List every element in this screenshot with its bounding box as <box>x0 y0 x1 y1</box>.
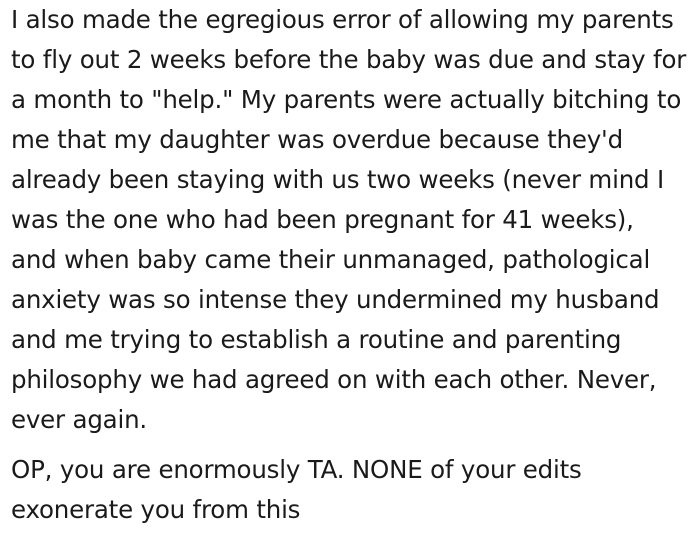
comment-line: I also made the egregious error of allowing my parents <box>11 5 674 34</box>
comment-line: already been staying with us two weeks (never mind I <box>11 165 665 194</box>
comment-line: was the one who had been pregnant for 41 weeks), <box>11 205 634 234</box>
reply-line: exonerate you from this <box>11 495 301 524</box>
comment-line: a month to "help." My parents were actually bitching to <box>11 85 682 114</box>
comment-text <box>11 0 692 440</box>
reply-line: OP, you are enormously TA. NONE of your edits <box>11 455 582 484</box>
comment-line: anxiety was so intense they undermined my husband <box>11 285 660 314</box>
comment-line: to fly out 2 weeks before the baby was due and stay for <box>11 45 687 74</box>
comment-line: philosophy we had agreed on with each other. Never, <box>11 365 657 394</box>
comment-line: ever again. <box>11 405 148 434</box>
comment-line: and me trying to establish a routine and parenting <box>11 325 622 354</box>
comment-line: me that my daughter was overdue because they'd <box>11 125 623 154</box>
reply-text <box>11 450 692 530</box>
comment-line: and when baby came their unmanaged, pathological <box>11 245 651 274</box>
